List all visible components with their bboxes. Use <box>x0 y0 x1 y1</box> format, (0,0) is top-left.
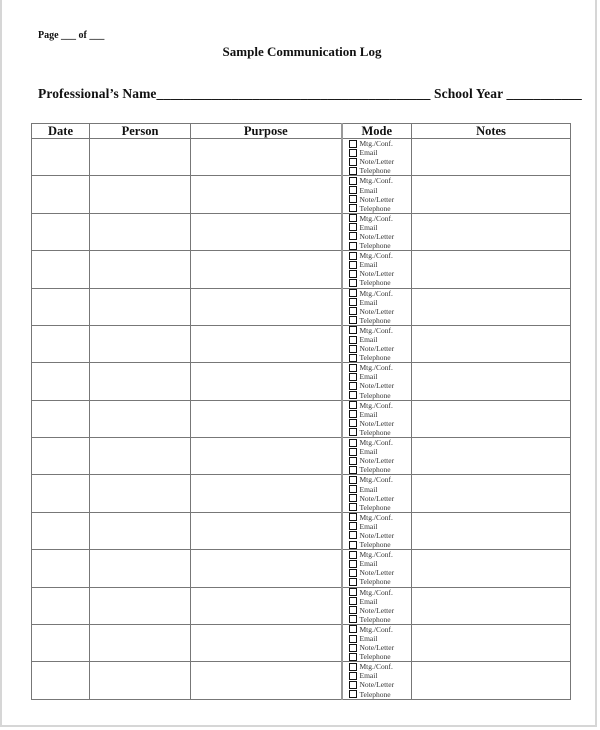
notes-cell[interactable] <box>412 139 571 176</box>
person-cell[interactable] <box>90 325 191 362</box>
checkbox-icon[interactable] <box>349 223 357 231</box>
table-row <box>32 512 571 549</box>
table-row <box>32 288 571 325</box>
date-cell[interactable] <box>32 400 90 437</box>
mode-option[interactable] <box>343 577 412 586</box>
mode-option[interactable] <box>343 419 412 428</box>
header-person: Person <box>90 124 191 139</box>
professional-name-field[interactable]: Professional’s Name________________________________________ <box>38 86 431 101</box>
checkbox-icon[interactable] <box>349 522 357 530</box>
date-cell[interactable] <box>32 512 90 549</box>
mode-option-label: Telephone <box>359 614 391 624</box>
checkbox-icon[interactable] <box>349 177 357 185</box>
header-mode: Mode <box>342 124 412 139</box>
person-cell[interactable] <box>90 512 191 549</box>
mode-option-label: Email <box>359 260 378 270</box>
checkbox-icon[interactable] <box>349 448 357 456</box>
mode-cell <box>342 587 412 624</box>
date-cell[interactable] <box>32 213 90 250</box>
mode-option-label: Telephone <box>359 577 391 587</box>
mode-option[interactable] <box>343 531 412 540</box>
mode-option-label: Telephone <box>359 203 391 213</box>
table-row <box>32 550 571 587</box>
table-header-row <box>32 124 571 139</box>
mode-cell <box>342 363 412 400</box>
checkbox-icon[interactable] <box>349 419 357 427</box>
mode-option-label: Mtg./Conf. <box>359 139 393 149</box>
person-cell[interactable] <box>90 213 191 250</box>
mode-option-label: Email <box>359 335 378 345</box>
checkbox-icon[interactable] <box>349 439 357 447</box>
mode-option[interactable] <box>343 428 412 437</box>
date-cell[interactable] <box>32 251 90 288</box>
mode-option[interactable] <box>343 465 412 474</box>
mode-option[interactable] <box>343 568 412 577</box>
checkbox-icon[interactable] <box>349 653 357 661</box>
mode-option[interactable] <box>343 176 412 185</box>
mode-option-label: Mtg./Conf. <box>359 587 393 597</box>
mode-option[interactable] <box>343 381 412 390</box>
person-cell[interactable] <box>90 624 191 661</box>
notes-cell[interactable] <box>412 213 571 250</box>
checkbox-icon[interactable] <box>349 560 357 568</box>
checkbox-icon[interactable] <box>349 569 357 577</box>
purpose-cell[interactable] <box>191 438 342 475</box>
mode-option-label: Telephone <box>359 278 391 288</box>
purpose-cell[interactable] <box>191 363 342 400</box>
mode-option[interactable] <box>343 652 412 661</box>
checkbox-icon[interactable] <box>349 326 357 334</box>
checkbox-icon[interactable] <box>349 364 357 372</box>
checkbox-icon[interactable] <box>349 204 357 212</box>
checkbox-icon[interactable] <box>349 551 357 559</box>
mode-option-label: Mtg./Conf. <box>359 288 393 298</box>
notes-cell[interactable] <box>412 438 571 475</box>
table-row <box>32 176 571 213</box>
mode-option-label: Email <box>359 372 378 382</box>
table-row <box>32 662 571 699</box>
date-cell[interactable] <box>32 288 90 325</box>
mode-option-label: Note/Letter <box>359 194 395 204</box>
mode-option-label: Note/Letter <box>359 493 395 503</box>
mode-option-label: Email <box>359 409 378 419</box>
checkbox-icon[interactable] <box>349 681 357 689</box>
notes-cell[interactable] <box>412 251 571 288</box>
mode-option-label: Mtg./Conf. <box>359 438 393 448</box>
mode-cell <box>342 288 412 325</box>
mode-option-label: Note/Letter <box>359 418 395 428</box>
checkbox-icon[interactable] <box>349 158 357 166</box>
mode-option[interactable] <box>343 335 412 344</box>
mode-option[interactable] <box>343 372 412 381</box>
person-cell[interactable] <box>90 475 191 512</box>
mode-option-label: Telephone <box>359 427 391 437</box>
checkbox-icon[interactable] <box>349 373 357 381</box>
table-row <box>32 139 571 176</box>
mode-option[interactable] <box>343 438 412 447</box>
school-year-field[interactable]: School Year ___________ <box>434 86 582 101</box>
mode-cell <box>342 176 412 213</box>
mode-option-label: Mtg./Conf. <box>359 176 393 186</box>
checkbox-icon[interactable] <box>349 270 357 278</box>
mode-option-label: Telephone <box>359 241 391 251</box>
table-row <box>32 400 571 437</box>
checkbox-icon[interactable] <box>349 663 357 671</box>
mode-option[interactable] <box>343 353 412 362</box>
mode-option[interactable] <box>343 540 412 549</box>
purpose-cell[interactable] <box>191 325 342 362</box>
mode-option-label: Email <box>359 148 378 158</box>
mode-option-label: Note/Letter <box>359 568 395 578</box>
mode-option[interactable] <box>343 251 412 260</box>
checkbox-icon[interactable] <box>349 307 357 315</box>
mode-cell <box>342 400 412 437</box>
mode-option[interactable] <box>343 148 412 157</box>
mode-option-label: Email <box>359 222 378 232</box>
checkbox-icon[interactable] <box>349 149 357 157</box>
mode-cell <box>342 438 412 475</box>
mode-option[interactable] <box>343 307 412 316</box>
table-row <box>32 363 571 400</box>
purpose-cell[interactable] <box>191 624 342 661</box>
mode-option[interactable] <box>343 232 412 241</box>
checkbox-icon[interactable] <box>349 391 357 399</box>
mode-option[interactable] <box>343 456 412 465</box>
mode-cell <box>342 624 412 661</box>
date-cell[interactable] <box>32 139 90 176</box>
mode-option-label: Telephone <box>359 652 391 662</box>
mode-option[interactable] <box>343 214 412 223</box>
mode-option-label: Telephone <box>359 540 391 550</box>
date-cell[interactable] <box>32 662 90 699</box>
checkbox-icon[interactable] <box>349 494 357 502</box>
mode-cell <box>342 251 412 288</box>
person-cell[interactable] <box>90 363 191 400</box>
mode-option-label: Mtg./Conf. <box>359 512 393 522</box>
mode-option[interactable] <box>343 363 412 372</box>
mode-option-label: Note/Letter <box>359 643 395 653</box>
mode-cell <box>342 662 412 699</box>
mode-option[interactable] <box>343 344 412 353</box>
mode-option[interactable] <box>343 615 412 624</box>
person-cell[interactable] <box>90 662 191 699</box>
checkbox-icon[interactable] <box>349 289 357 297</box>
mode-option-label: Mtg./Conf. <box>359 662 393 672</box>
mode-option[interactable] <box>343 606 412 615</box>
checkbox-icon[interactable] <box>349 644 357 652</box>
checkbox-icon[interactable] <box>349 513 357 521</box>
mode-option[interactable] <box>343 391 412 400</box>
person-cell[interactable] <box>90 438 191 475</box>
mode-option[interactable] <box>343 204 412 213</box>
mode-cell <box>342 475 412 512</box>
mode-option-label: Note/Letter <box>359 306 395 316</box>
checkbox-icon[interactable] <box>349 457 357 465</box>
checkbox-icon[interactable] <box>349 625 357 633</box>
mode-option-label: Note/Letter <box>359 605 395 615</box>
header-notes: Notes <box>412 124 571 139</box>
checkbox-icon[interactable] <box>349 336 357 344</box>
mode-option[interactable] <box>343 269 412 278</box>
mode-cell <box>342 325 412 362</box>
mode-option-label: Mtg./Conf. <box>359 325 393 335</box>
table-row <box>32 213 571 250</box>
mode-option-label: Email <box>359 671 378 681</box>
mode-option-label: Telephone <box>359 689 391 699</box>
person-cell[interactable] <box>90 139 191 176</box>
checkbox-icon[interactable] <box>349 167 357 175</box>
mode-option[interactable] <box>343 401 412 410</box>
mode-option-label: Mtg./Conf. <box>359 550 393 560</box>
mode-option[interactable] <box>343 671 412 680</box>
mode-option-label: Note/Letter <box>359 456 395 466</box>
mode-option[interactable] <box>343 680 412 689</box>
checkbox-icon[interactable] <box>349 503 357 511</box>
table-row <box>32 475 571 512</box>
mode-option-label: Email <box>359 447 378 457</box>
date-cell[interactable] <box>32 587 90 624</box>
purpose-cell[interactable] <box>191 176 342 213</box>
mode-option[interactable] <box>343 625 412 634</box>
checkbox-icon[interactable] <box>349 428 357 436</box>
notes-cell[interactable] <box>412 475 571 512</box>
mode-option-label: Mtg./Conf. <box>359 624 393 634</box>
mode-option-label: Note/Letter <box>359 157 395 167</box>
mode-option[interactable] <box>343 559 412 568</box>
mode-option-label: Note/Letter <box>359 381 395 391</box>
notes-cell[interactable] <box>412 400 571 437</box>
purpose-cell[interactable] <box>191 251 342 288</box>
mode-option[interactable] <box>343 260 412 269</box>
mode-option[interactable] <box>343 139 412 148</box>
header-purpose: Purpose <box>191 124 342 139</box>
mode-option-label: Note/Letter <box>359 269 395 279</box>
checkbox-icon[interactable] <box>349 672 357 680</box>
person-cell[interactable] <box>90 587 191 624</box>
mode-cell <box>342 550 412 587</box>
mode-option[interactable] <box>343 690 412 699</box>
checkbox-icon[interactable] <box>349 195 357 203</box>
purpose-cell[interactable] <box>191 213 342 250</box>
mode-option[interactable] <box>343 278 412 287</box>
checkbox-icon[interactable] <box>349 690 357 698</box>
notes-cell[interactable] <box>412 662 571 699</box>
checkbox-icon[interactable] <box>349 242 357 250</box>
purpose-cell[interactable] <box>191 400 342 437</box>
notes-cell[interactable] <box>412 176 571 213</box>
mode-option-label: Telephone <box>359 465 391 475</box>
mode-option-label: Note/Letter <box>359 231 395 241</box>
notes-cell[interactable] <box>412 512 571 549</box>
header-fields <box>38 86 582 102</box>
mode-option[interactable] <box>343 550 412 559</box>
mode-cell <box>342 139 412 176</box>
mode-option-label: Email <box>359 521 378 531</box>
checkbox-icon[interactable] <box>349 354 357 362</box>
date-cell[interactable] <box>32 325 90 362</box>
mode-option-label: Telephone <box>359 315 391 325</box>
person-cell[interactable] <box>90 251 191 288</box>
checkbox-icon[interactable] <box>349 232 357 240</box>
mode-option[interactable] <box>343 513 412 522</box>
person-cell[interactable] <box>90 400 191 437</box>
mode-option[interactable] <box>343 588 412 597</box>
checkbox-icon[interactable] <box>349 401 357 409</box>
checkbox-icon[interactable] <box>349 635 357 643</box>
header-date: Date <box>32 124 90 139</box>
mode-option-label: Email <box>359 634 378 644</box>
mode-cell <box>342 213 412 250</box>
table-row <box>32 325 571 362</box>
mode-option-label: Mtg./Conf. <box>359 363 393 373</box>
mode-option[interactable] <box>343 484 412 493</box>
mode-option-label: Email <box>359 596 378 606</box>
mode-option-label: Mtg./Conf. <box>359 251 393 261</box>
mode-option[interactable] <box>343 634 412 643</box>
person-cell[interactable] <box>90 176 191 213</box>
mode-option[interactable] <box>343 662 412 671</box>
checkbox-icon[interactable] <box>349 279 357 287</box>
mode-option-label: Email <box>359 185 378 195</box>
notes-cell[interactable] <box>412 363 571 400</box>
checkbox-icon[interactable] <box>349 316 357 324</box>
date-cell[interactable] <box>32 438 90 475</box>
purpose-cell[interactable] <box>191 550 342 587</box>
page-number-label: Page ___ of ___ <box>38 30 105 41</box>
checkbox-icon[interactable] <box>349 476 357 484</box>
date-cell[interactable] <box>32 176 90 213</box>
checkbox-icon[interactable] <box>349 588 357 596</box>
checkbox-icon[interactable] <box>349 252 357 260</box>
checkbox-icon[interactable] <box>349 578 357 586</box>
mode-option[interactable] <box>343 597 412 606</box>
purpose-cell[interactable] <box>191 662 342 699</box>
mode-option[interactable] <box>343 166 412 175</box>
notes-cell[interactable] <box>412 550 571 587</box>
mode-option-label: Mtg./Conf. <box>359 475 393 485</box>
document-title: Sample Communication Log <box>222 44 382 59</box>
checkbox-icon[interactable] <box>349 186 357 194</box>
mode-option[interactable] <box>343 185 412 194</box>
mode-option[interactable] <box>343 241 412 250</box>
table-row <box>32 624 571 661</box>
mode-option-label: Note/Letter <box>359 680 395 690</box>
checkbox-icon[interactable] <box>349 466 357 474</box>
checkbox-icon[interactable] <box>349 541 357 549</box>
table-row <box>32 587 571 624</box>
mode-option-label: Mtg./Conf. <box>359 213 393 223</box>
mode-cell <box>342 512 412 549</box>
table-row <box>32 251 571 288</box>
checkbox-icon[interactable] <box>349 298 357 306</box>
mode-option[interactable] <box>343 503 412 512</box>
checkbox-icon[interactable] <box>349 261 357 269</box>
mode-option[interactable] <box>343 494 412 503</box>
purpose-cell[interactable] <box>191 475 342 512</box>
mode-option-label: Telephone <box>359 390 391 400</box>
mode-option-label: Telephone <box>359 502 391 512</box>
mode-option[interactable] <box>343 157 412 166</box>
mode-option-label: Telephone <box>359 166 391 176</box>
checkbox-icon[interactable] <box>349 615 357 623</box>
checkbox-icon[interactable] <box>349 214 357 222</box>
checkbox-icon[interactable] <box>349 140 357 148</box>
communication-log-table <box>31 123 571 700</box>
mode-option[interactable] <box>343 643 412 652</box>
date-cell[interactable] <box>32 550 90 587</box>
mode-option[interactable] <box>343 223 412 232</box>
mode-option-label: Note/Letter <box>359 344 395 354</box>
mode-option[interactable] <box>343 298 412 307</box>
mode-option[interactable] <box>343 447 412 456</box>
purpose-cell[interactable] <box>191 587 342 624</box>
mode-option-label: Note/Letter <box>359 530 395 540</box>
checkbox-icon[interactable] <box>349 606 357 614</box>
checkbox-icon[interactable] <box>349 485 357 493</box>
notes-cell[interactable] <box>412 325 571 362</box>
mode-option[interactable] <box>343 289 412 298</box>
notes-cell[interactable] <box>412 624 571 661</box>
checkbox-icon[interactable] <box>349 382 357 390</box>
purpose-cell[interactable] <box>191 288 342 325</box>
checkbox-icon[interactable] <box>349 597 357 605</box>
mode-option[interactable] <box>343 410 412 419</box>
checkbox-icon[interactable] <box>349 410 357 418</box>
person-cell[interactable] <box>90 550 191 587</box>
date-cell[interactable] <box>32 475 90 512</box>
purpose-cell[interactable] <box>191 512 342 549</box>
notes-cell[interactable] <box>412 587 571 624</box>
mode-option[interactable] <box>343 522 412 531</box>
table-row <box>32 438 571 475</box>
mode-option-label: Email <box>359 484 378 494</box>
mode-option-label: Email <box>359 297 378 307</box>
mode-option[interactable] <box>343 195 412 204</box>
mode-option[interactable] <box>343 326 412 335</box>
date-cell[interactable] <box>32 624 90 661</box>
mode-option-label: Mtg./Conf. <box>359 400 393 410</box>
mode-option[interactable] <box>343 316 412 325</box>
mode-option[interactable] <box>343 475 412 484</box>
checkbox-icon[interactable] <box>349 345 357 353</box>
notes-cell[interactable] <box>412 288 571 325</box>
date-cell[interactable] <box>32 363 90 400</box>
purpose-cell[interactable] <box>191 139 342 176</box>
checkbox-icon[interactable] <box>349 531 357 539</box>
person-cell[interactable] <box>90 288 191 325</box>
mode-option-label: Email <box>359 559 378 569</box>
mode-option-label: Telephone <box>359 353 391 363</box>
